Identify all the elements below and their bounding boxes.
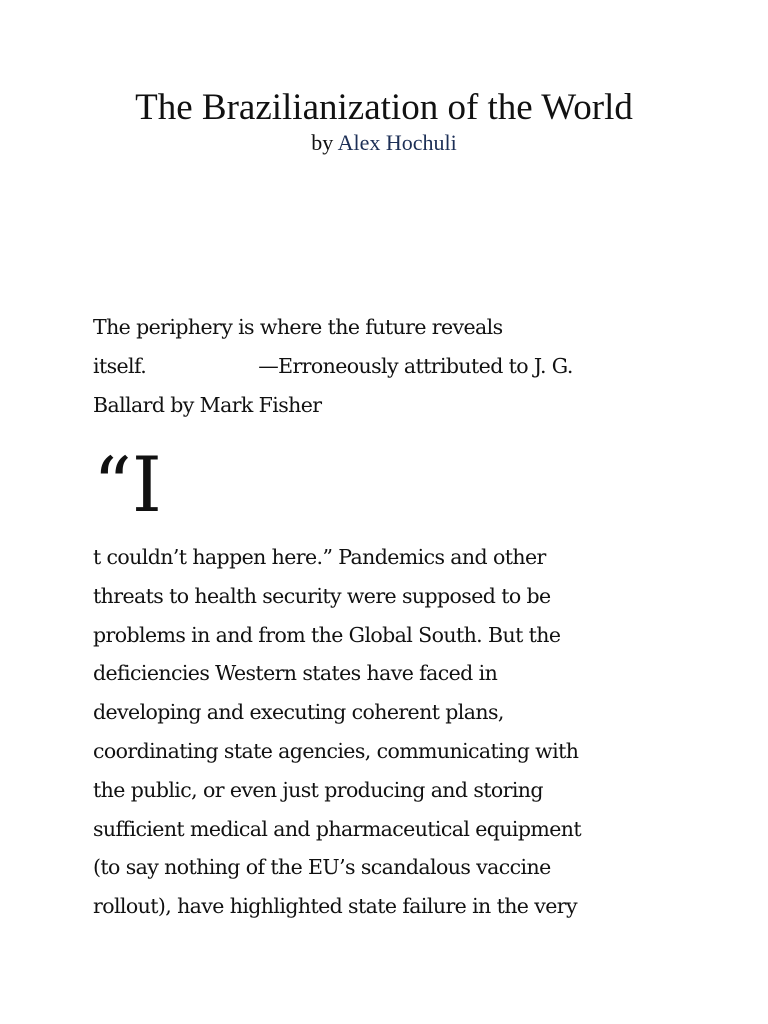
- body-line: (to say nothing of the EU’s scandalous vaccine: [93, 855, 551, 880]
- epigraph-line-1: The periphery is where the future reveals: [93, 315, 503, 339]
- byline: [0, 128, 768, 158]
- body-line: deficiencies Western states have faced in: [93, 661, 498, 686]
- epigraph-attribution: —Erroneously attributed to J. G.: [258, 354, 573, 378]
- body-line: threats to health security were supposed to be: [93, 583, 551, 608]
- body-line: sufficient medical and pharmaceutical equipment: [93, 816, 582, 841]
- body-line: rollout), have highlighted state failure in the very: [93, 894, 577, 919]
- drop-cap: “I: [93, 440, 162, 529]
- byline-prefix: by: [311, 130, 338, 155]
- body-line: problems in and from the Global South. But the: [93, 622, 561, 647]
- epigraph: [93, 308, 683, 425]
- body-line: coordinating state agencies, communicating with: [93, 738, 579, 763]
- epigraph-line-3: Ballard by Mark Fisher: [93, 393, 322, 417]
- body-paragraph: [93, 538, 693, 926]
- body-line: t couldn’t happen here.” Pandemics and other: [93, 545, 546, 569]
- article-title: The Brazilianization of the World: [135, 87, 633, 128]
- author-link[interactable]: Alex Hochuli: [337, 130, 457, 155]
- body-line: developing and executing coherent plans,: [93, 700, 504, 725]
- epigraph-line-2-start: itself.: [93, 354, 147, 378]
- epigraph-line-2: [93, 347, 683, 386]
- body-line: the public, or even just producing and storing: [93, 777, 543, 802]
